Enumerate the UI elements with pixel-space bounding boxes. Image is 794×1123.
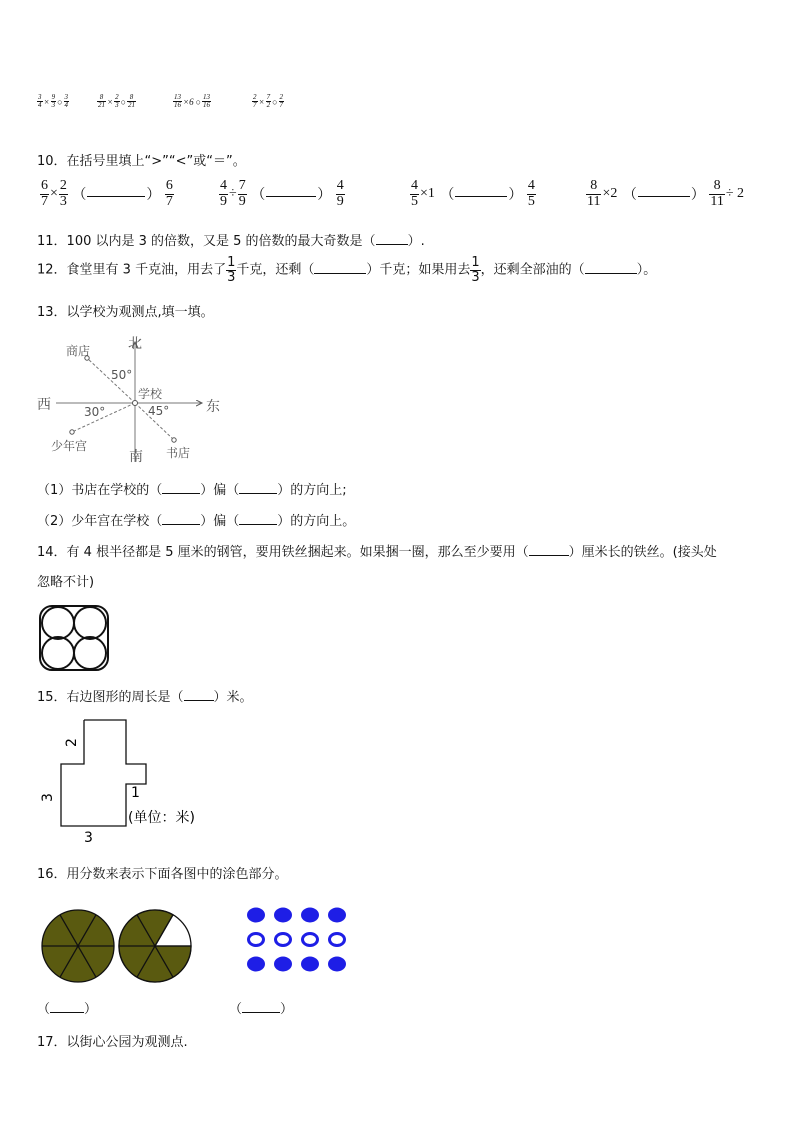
answer-blank[interactable]	[239, 524, 277, 525]
label-north: 北	[128, 336, 142, 352]
q12: 12．食堂里有 3 千克油，用去了 $\frac{1}{3}$ 千克，还剩（ ）千克；如果用去 $\frac{1}{3}$ ，还剩全部油的（ ）。	[37, 255, 657, 285]
q14-line2: 忽略不计)	[37, 575, 95, 590]
q14-line1: 14．有 4 根半径都是 5 厘米的钢管，要用铁丝捆起来。如果捆一圈，那么至少要用（ ）厘米长的铁丝。(接头处	[37, 545, 717, 560]
label-bookstore: 书店	[166, 446, 191, 460]
pie-2	[119, 910, 191, 982]
answer-blank[interactable]	[242, 1012, 280, 1013]
q10-item-3: $\frac{4}{5}$ ×1 （ ） $\frac{4}{5}$	[411, 178, 535, 209]
answer-blank[interactable]	[376, 244, 408, 245]
pipe-circle	[74, 637, 106, 669]
label-3-left: 3	[40, 793, 56, 802]
label-youth-palace: 少年宫	[51, 439, 88, 453]
q9-item-3: $\frac{13}{16}$ ×6 ○ $\frac{13}{16}$	[174, 93, 211, 110]
q10-item-2: $\frac{4}{9}$ ÷ $\frac{7}{9}$ （ ） $\frac{4}{9}$	[220, 178, 344, 209]
angle-50: 50°	[111, 368, 133, 382]
answer-blank[interactable]	[162, 493, 200, 494]
angle-45: 45°	[148, 404, 170, 418]
answer-blank[interactable]	[455, 196, 507, 197]
q10-title: 10．在括号里填上“>”“<”或“＝”。	[37, 154, 246, 169]
q10-item-1: $\frac{6}{7}$ × $\frac{2}{3}$ （ ） $\frac{6}{7}$	[41, 178, 173, 209]
dot-hollow	[276, 934, 291, 946]
label-1: 1	[131, 785, 140, 801]
shape-diagram	[36, 714, 226, 854]
unit-label: (单位：米)	[128, 810, 195, 826]
label-2: 2	[64, 738, 80, 747]
answer-blank[interactable]	[162, 524, 200, 525]
q17-title: 17．以街心公园为观测点.	[37, 1035, 188, 1050]
q16-answer-1: （ ）	[37, 1002, 98, 1017]
dot-hollow	[330, 934, 345, 946]
answer-blank[interactable]	[529, 555, 569, 556]
dot-hollow	[303, 934, 318, 946]
dot-filled	[274, 908, 292, 923]
label-school: 学校	[138, 387, 163, 401]
school-point	[133, 401, 138, 406]
dot-filled	[328, 957, 346, 972]
dot-hollow	[249, 934, 264, 946]
pie-figures	[40, 906, 196, 986]
answer-blank[interactable]	[585, 273, 637, 274]
angle-30: 30°	[84, 405, 106, 419]
bookstore-point	[172, 438, 176, 442]
q9-item-1: $\frac{3}{4}$ × $\frac{9}{3}$ ○ $\frac{3}{4}$	[38, 93, 69, 110]
q16-answer-2: （ ）	[229, 1002, 294, 1017]
pipes-diagram	[38, 604, 110, 672]
pipe-circle	[74, 607, 106, 639]
q16-title: 16．用分数来表示下面各图中的涂色部分。	[37, 867, 288, 882]
pipe-circle	[42, 607, 74, 639]
answer-blank[interactable]	[50, 1012, 84, 1013]
answer-blank[interactable]	[184, 700, 214, 701]
label-south: 南	[129, 449, 143, 465]
q9-item-2: $\frac{8}{21}$ × $\frac{2}{3}$ ○ $\frac{8}{21}$	[98, 93, 136, 110]
q11: 11．100 以内是 3 的倍数，又是 5 的倍数的最大奇数是（ ）.	[37, 234, 425, 249]
q9-item-4: $\frac{2}{7}$ × $\frac{7}{2}$ ○ $\frac{2}{7}$	[253, 93, 284, 110]
q13-sub2: （2）少年宫在学校（ ）偏（ ）的方向上。	[37, 514, 356, 529]
dots-figure	[244, 904, 354, 976]
q13-sub1: （1）书店在学校的（ ）偏（ ）的方向上;	[37, 483, 347, 498]
compass-diagram	[34, 330, 234, 466]
dot-filled	[247, 908, 265, 923]
answer-blank[interactable]	[638, 196, 690, 197]
label-west: 西	[37, 397, 51, 413]
q13-title: 13．以学校为观测点,填一填。	[37, 305, 214, 320]
pie-1	[42, 910, 114, 982]
label-3-bottom: 3	[84, 830, 93, 846]
answer-blank[interactable]	[239, 493, 277, 494]
answer-blank[interactable]	[266, 196, 316, 197]
label-east: 东	[206, 399, 220, 415]
dot-filled	[328, 908, 346, 923]
dot-filled	[274, 957, 292, 972]
answer-blank[interactable]	[314, 273, 366, 274]
q10-item-4: $\frac{8}{11}$ ×2 （ ） $\frac{8}{11}$ ÷ 2	[587, 178, 745, 209]
answer-blank[interactable]	[87, 196, 145, 197]
dot-filled	[247, 957, 265, 972]
label-shop: 商店	[66, 344, 91, 358]
pipe-circle	[42, 637, 74, 669]
dot-filled	[301, 908, 319, 923]
youth-palace-point	[70, 430, 74, 434]
dot-filled	[301, 957, 319, 972]
q15: 15．右边图形的周长是（ ）米。	[37, 690, 253, 705]
